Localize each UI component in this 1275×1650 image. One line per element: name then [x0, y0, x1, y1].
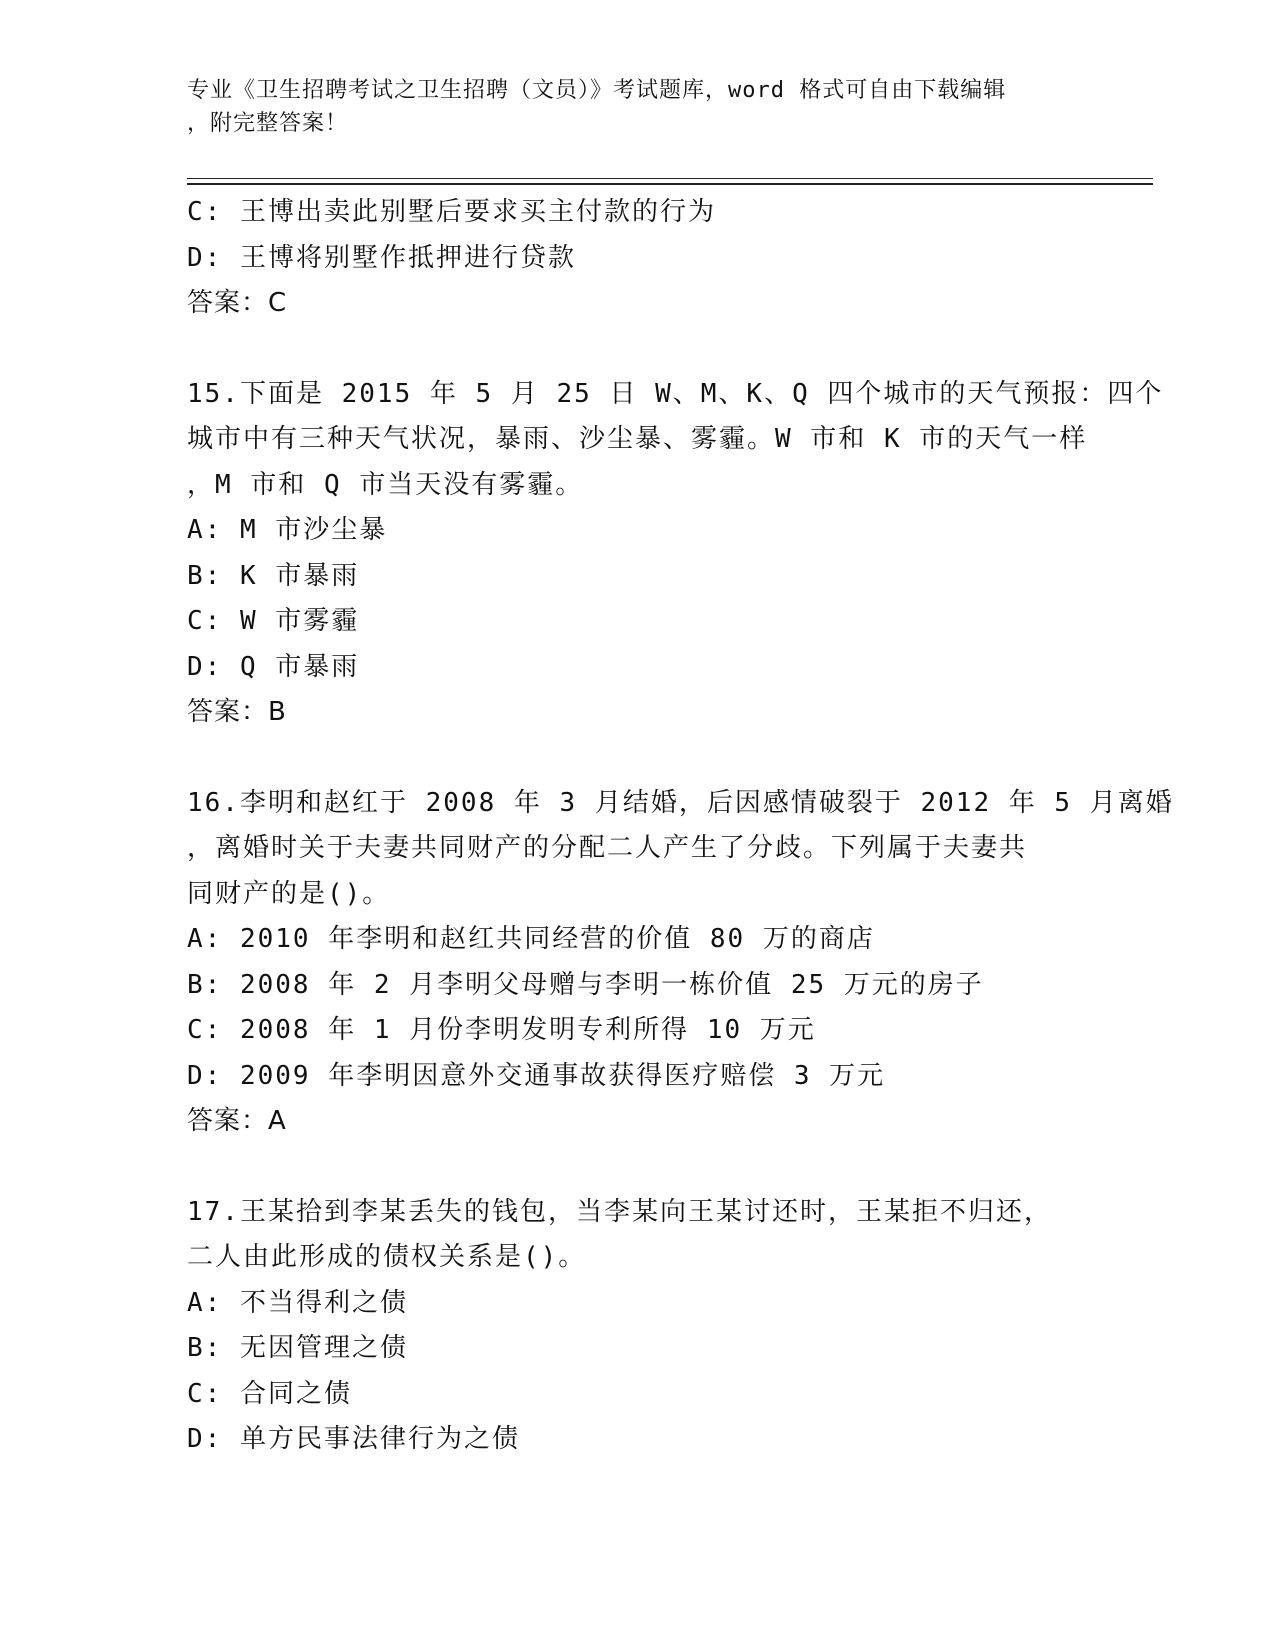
document-header [187, 74, 1087, 140]
option-d: D: Q 市暴雨 [187, 651, 360, 682]
header-title-line-1: 专业《卫生招聘考试之卫生招聘（文员）》考试题库，word 格式可自由下载编辑 [187, 78, 1007, 103]
question-stem-line: 16.李明和赵红于 2008 年 3 月结婚，后因感情破裂于 2012 年 5 月离婚 [187, 787, 1174, 818]
option-c: C: 合同之债 [187, 1378, 352, 1409]
question-stem-line: ，M 市和 Q 市当天没有雾霾。 [187, 469, 584, 500]
option-b: B: 2008 年 2 月李明父母赠与李明一栋价值 25 万元的房子 [187, 969, 984, 1000]
option-c: C: 王博出卖此别墅后要求买主付款的行为 [187, 197, 716, 227]
option-b: B: 无因管理之债 [187, 1333, 408, 1363]
option-b: B: K 市暴雨 [187, 560, 360, 591]
question-17 [187, 1190, 1087, 1463]
option-d: D: 王博将别墅作抵押进行贷款 [187, 242, 576, 273]
question-content [187, 190, 1174, 1463]
option-c: C: 2008 年 1 月份李明发明专利所得 10 万元 [187, 1015, 816, 1045]
option-a: A: 2010 年李明和赵红共同经营的价值 80 万的商店 [187, 924, 875, 954]
header-divider-thick [187, 183, 1153, 185]
header-title-line-2: ，附完整答案！ [187, 111, 349, 136]
question-stem-line: 15.下面是 2015 年 5 月 25 日 W、M、K、Q 四个城市的天气预报：四个 [187, 378, 1164, 409]
option-a: A: M 市沙尘暴 [187, 515, 388, 545]
question-stem-line: 城市中有三种天气状况，暴雨、沙尘暴、雾霾。W 市和 K 市的天气一样 [187, 424, 1088, 454]
question-stem-line: 同财产的是()。 [187, 878, 391, 909]
answer-line: 答案：A [187, 1106, 287, 1136]
answer-line: 答案：C [187, 288, 288, 318]
option-d: D: 2009 年李明因意外交通事故获得医疗赔偿 3 万元 [187, 1060, 886, 1091]
question-16 [187, 781, 1174, 1145]
question-stem-line: ，离婚时关于夫妻共同财产的分配二人产生了分歧。下列属于夫妻共 [187, 833, 1028, 863]
option-d: D: 单方民事法律行为之债 [187, 1424, 520, 1454]
question-stem-line: 二人由此形成的债权关系是()。 [187, 1242, 587, 1272]
option-a: A: 不当得利之债 [187, 1287, 408, 1318]
question-stem-line: 17.王某拾到李某丢失的钱包，当李某向王某讨还时，王某拒不归还， [187, 1196, 1052, 1227]
option-c: C: W 市雾霾 [187, 606, 360, 636]
question-15 [187, 372, 1164, 736]
question-14-tail [187, 190, 1087, 327]
header-divider-thin [187, 178, 1153, 179]
answer-line: 答案：B [187, 697, 287, 727]
